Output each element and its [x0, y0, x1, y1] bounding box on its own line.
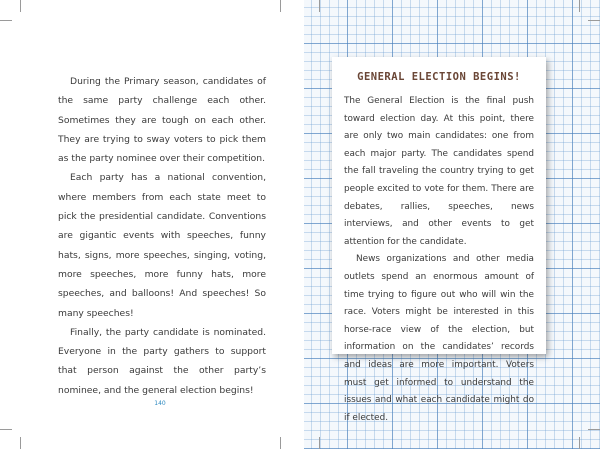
sidebar-paragraph-1: The General Election is the final push toward election day. At this point, there are only two main candidates: one from each major party. The candidates spend the fall traveling the country trying to get people excited to vote for them. There are debates, rallies, speeches, news interviews, and other events to get attention for the candidate.	[344, 96, 534, 247]
sidebar-paragraph-2: News organizations and other media outlets spend an enormous amount of time trying to figure out who will win the race. Voters might be interested in this horse-race view of the election, but information on the candidates’ records and ideas are more important. Voters must get informed to understand the issues and what each candidate might do if elected.	[344, 254, 534, 423]
crop-mark-top-center-left-v	[280, 0, 281, 12]
left-paragraph-1: During the Primary season, candidates of the same party challenge each other. Sometimes they are tough on each other. They are trying to sway voters to pick them as the party nominee over their competition.	[58, 76, 266, 165]
crop-mark-top-left-v	[20, 0, 21, 12]
crop-mark-top-center-right-v	[319, 0, 320, 12]
sidebar-title: GENERAL ELECTION BEGINS!	[357, 71, 521, 83]
sidebar-card	[332, 57, 546, 423]
crop-mark-bottom-left-v	[20, 437, 21, 449]
sidebar-body-text	[344, 93, 534, 427]
crop-mark-bottom-left-h	[0, 429, 12, 430]
crop-mark-bottom-center-left-v	[280, 437, 281, 449]
crop-mark-bottom-center-right-v	[319, 437, 320, 449]
crop-mark-top-left-h	[0, 20, 12, 21]
left-paragraph-2: Each party has a national convention, where members from each state meet to pick the presidential candidate. Conventions are gigantic events with speeches, funny hats, signs, more speeches, singing, voting, more speeches, more funny hats, more speeches, and balloons! And speeches! So many speeches!	[58, 172, 266, 319]
left-body-text	[58, 72, 266, 400]
crop-mark-bottom-right-v	[579, 437, 580, 449]
left-page	[0, 0, 296, 449]
crop-mark-top-right-v	[579, 0, 580, 12]
gutter	[296, 0, 304, 449]
crop-mark-top-right-h	[588, 20, 600, 21]
crop-mark-bottom-right-h	[588, 429, 600, 430]
left-paragraph-3: Finally, the party candidate is nominated. Everyone in the party gathers to support that person against the other party’s nominee, and the general election begins!	[58, 326, 266, 396]
page-number: 140	[154, 400, 166, 407]
